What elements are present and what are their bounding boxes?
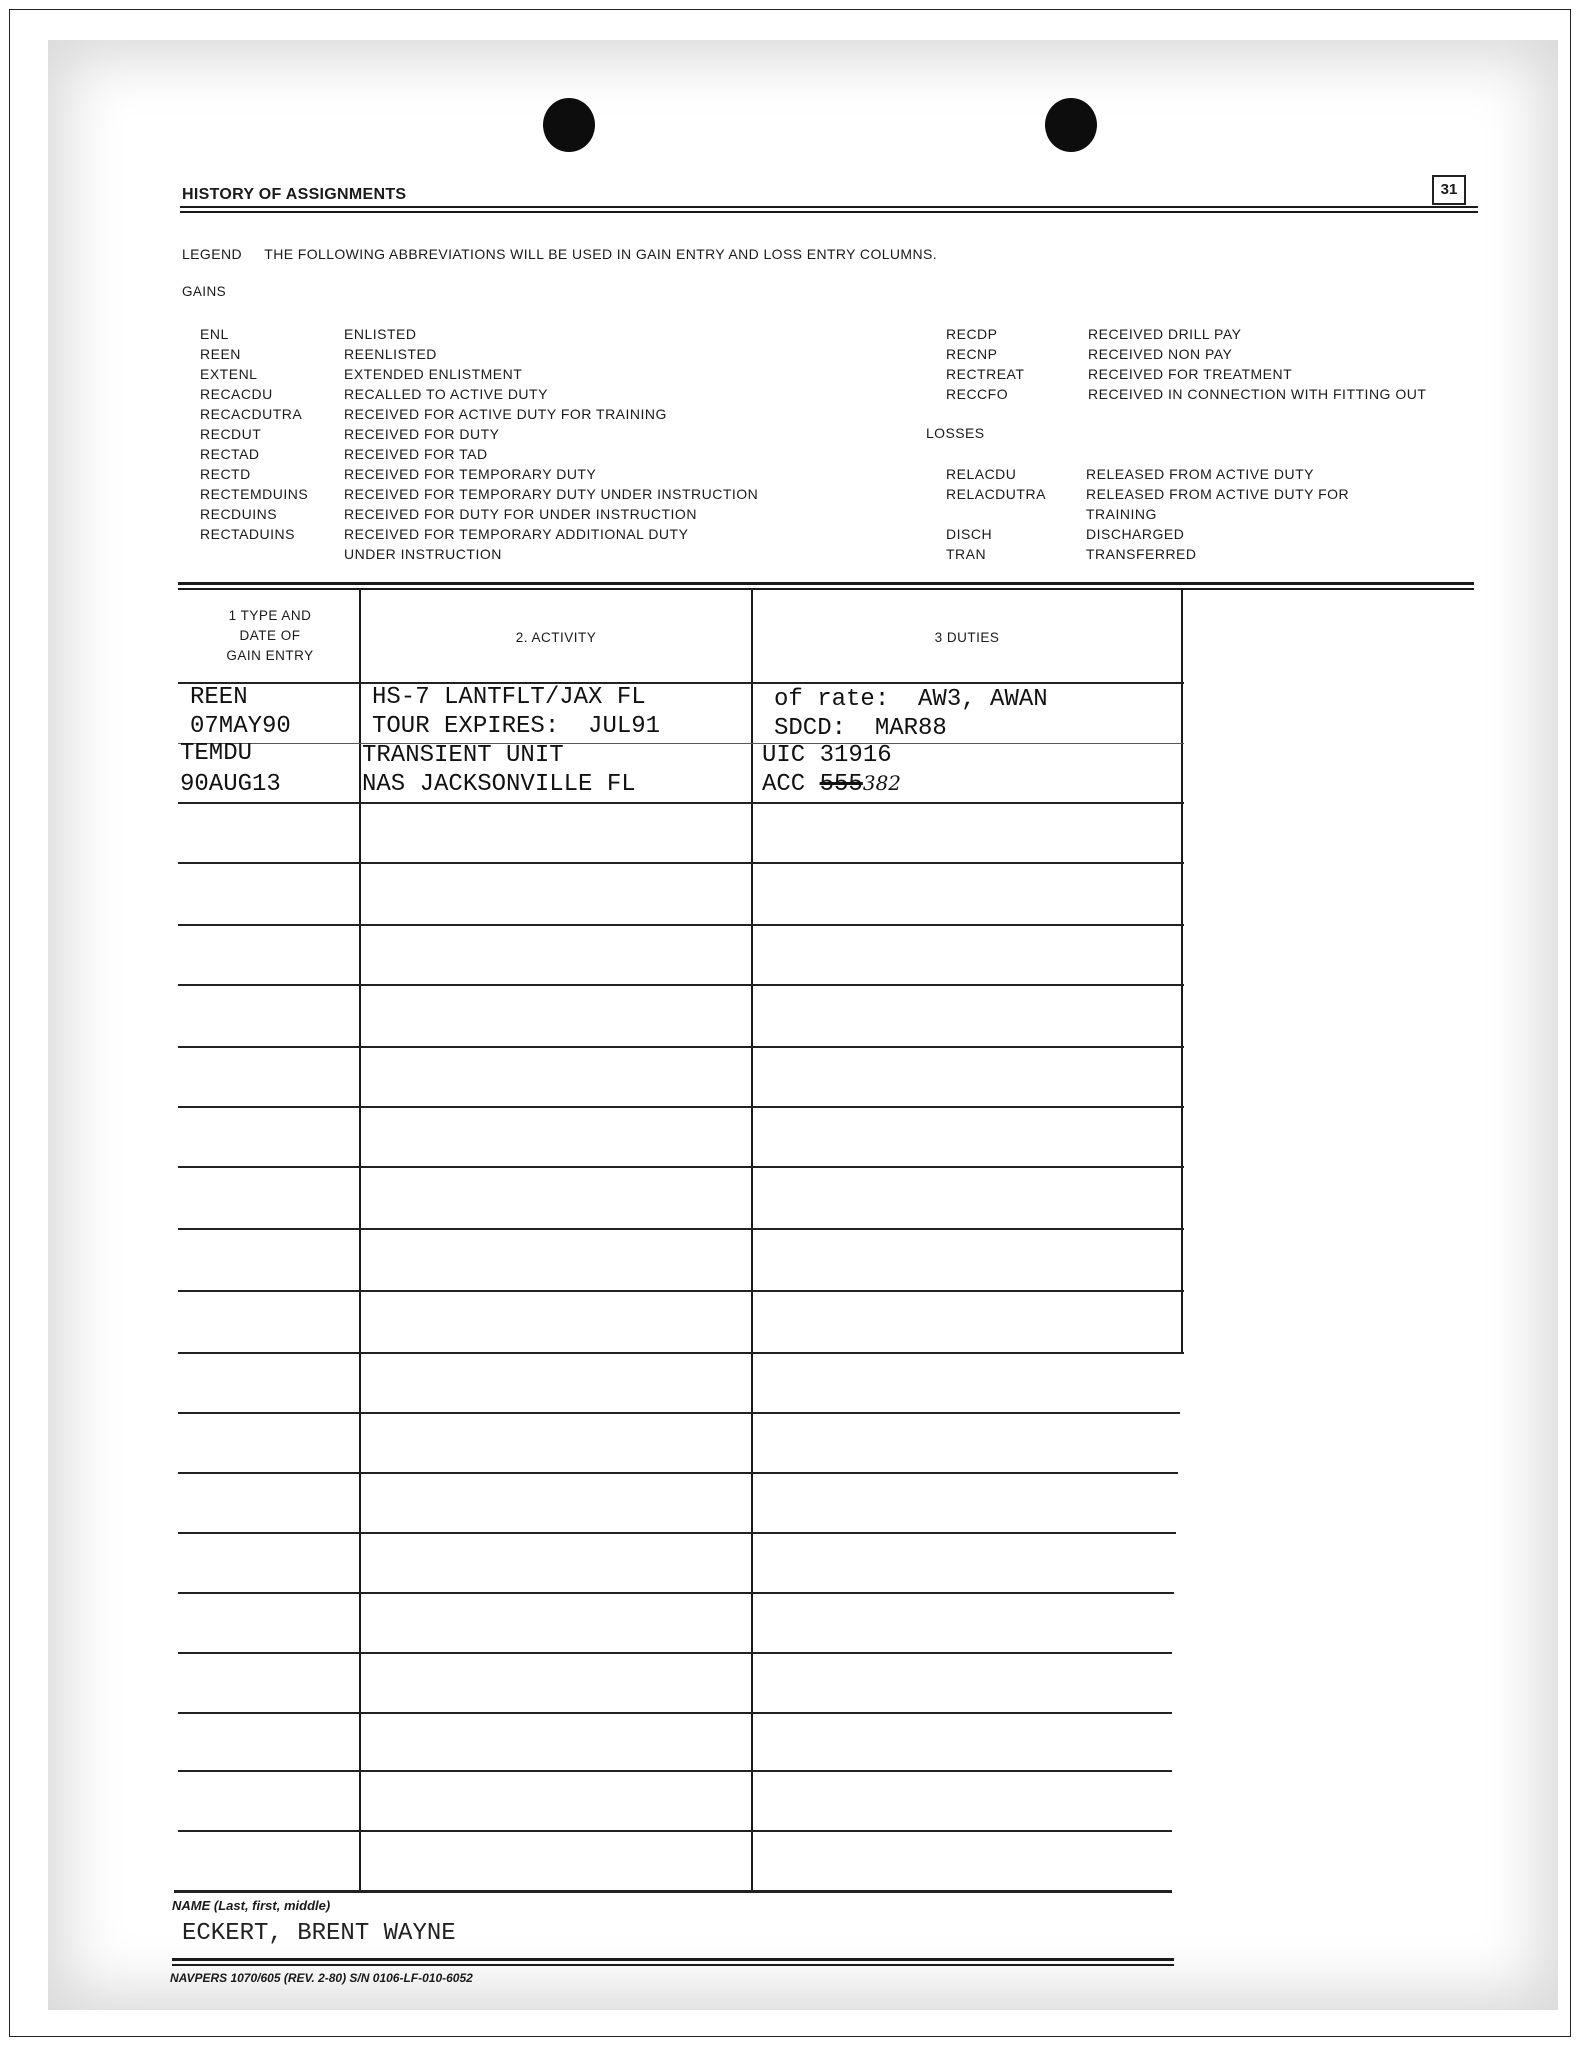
row-line bbox=[178, 1652, 1172, 1654]
legend-line bbox=[182, 246, 937, 262]
entry-2-date: 90AUG13 bbox=[180, 771, 281, 798]
entry-1-duties-line2: SDCD: MAR88 bbox=[774, 715, 947, 742]
column-header-activity: 2. ACTIVITY bbox=[515, 630, 597, 645]
entry-2-duties-line1: UIC 31916 bbox=[762, 742, 892, 769]
gain-code: REEN bbox=[200, 346, 241, 362]
losses-heading: LOSSES bbox=[926, 425, 985, 441]
row-line bbox=[178, 1830, 1172, 1832]
table-header-rule bbox=[178, 682, 1184, 684]
legend-text: THE FOLLOWING ABBREVIATIONS WILL BE USED IN GAIN ENTRY AND LOSS ENTRY COLUMNS. bbox=[264, 246, 938, 262]
losses-meanings bbox=[1086, 464, 1349, 564]
loss-code bbox=[946, 504, 1046, 524]
row-line bbox=[178, 1290, 1184, 1292]
legend-rule bbox=[178, 582, 1474, 585]
entry-1-activity-line2: TOUR EXPIRES: JUL91 bbox=[372, 713, 661, 740]
form-identifier: NAVPERS 1070/605 (REV. 2-80) S/N 0106-LF-010-6052 bbox=[170, 1971, 473, 1985]
entry-2-type: TEMDU bbox=[180, 740, 253, 767]
row-line bbox=[178, 1352, 1184, 1354]
column-divider-2 bbox=[751, 590, 753, 1890]
gain-code: ENL bbox=[200, 326, 229, 342]
row-line bbox=[178, 1770, 1172, 1772]
loss-code: RELACDU bbox=[946, 466, 1017, 482]
entry-divider-dashed bbox=[178, 743, 1184, 744]
loss-code: TRAN bbox=[946, 546, 987, 562]
punch-hole-right bbox=[1045, 98, 1097, 152]
gain-meaning: RECEIVED DRILL PAY bbox=[1088, 326, 1242, 342]
gain-code: RECDP bbox=[946, 326, 998, 342]
entry-1-activity-line1: HS-7 LANTFLT/JAX FL bbox=[372, 684, 646, 711]
gain-code: RECTREAT bbox=[946, 366, 1025, 382]
form-title: HISTORY OF ASSIGNMENTS bbox=[182, 186, 407, 203]
gain-code: RECTAD bbox=[200, 446, 260, 462]
gain-code: RECDUINS bbox=[200, 506, 278, 522]
row-line bbox=[178, 1228, 1184, 1230]
row-line bbox=[178, 1046, 1184, 1048]
footer-rule-2 bbox=[172, 1964, 1174, 1966]
row-line bbox=[178, 924, 1184, 926]
gains-heading: GAINS bbox=[182, 284, 227, 299]
gain-meaning: RECEIVED FOR DUTY bbox=[344, 426, 500, 442]
name-value: ECKERT, BRENT WAYNE bbox=[182, 1920, 456, 1947]
column-header-type-date: 1 TYPE AND DATE OF GAIN ENTRY bbox=[226, 608, 314, 663]
column-divider-1 bbox=[359, 590, 361, 1890]
entry-1-date: 07MAY90 bbox=[190, 713, 291, 740]
footer-rule bbox=[172, 1958, 1174, 1961]
row-line bbox=[178, 984, 1184, 986]
loss-code: RELACDUTRA bbox=[946, 486, 1046, 502]
gain-meaning: RECEIVED FOR ACTIVE DUTY FOR TRAINING bbox=[344, 406, 667, 422]
entry-2-activity-line1: TRANSIENT UNIT bbox=[362, 742, 564, 769]
gain-meaning: REENLISTED bbox=[344, 346, 437, 362]
loss-meaning: DISCHARGED bbox=[1086, 526, 1185, 542]
struck-value: 555 bbox=[819, 771, 863, 798]
gain-code: RECTADUINS bbox=[200, 526, 295, 542]
gain-code: RECNP bbox=[946, 346, 998, 362]
gain-code: RECTD bbox=[200, 466, 251, 482]
gain-code: RECTEMDUINS bbox=[200, 486, 309, 502]
gain-code: EXTENL bbox=[200, 366, 258, 382]
row-line bbox=[178, 1472, 1178, 1474]
table-bottom-rule bbox=[174, 1890, 1172, 1893]
loss-meaning: TRAINING bbox=[1086, 506, 1157, 522]
row-line bbox=[178, 802, 1184, 804]
entry-2-duties-line2: ACC 555382 bbox=[762, 771, 902, 798]
gains-meanings-left bbox=[344, 324, 758, 564]
losses-codes bbox=[946, 464, 1046, 564]
page-number: 31 bbox=[1432, 175, 1466, 205]
loss-meaning: TRANSFERRED bbox=[1086, 546, 1197, 562]
header-rule bbox=[180, 206, 1478, 208]
header-rule-2 bbox=[180, 211, 1478, 213]
column-header-duties: 3 DUTIES bbox=[934, 630, 1000, 645]
row-line bbox=[178, 1532, 1176, 1534]
row-line bbox=[178, 862, 1184, 864]
name-label: NAME (Last, first, middle) bbox=[172, 1898, 331, 1913]
gain-meaning: RECEIVED FOR TREATMENT bbox=[1088, 366, 1293, 382]
gain-meaning: RECEIVED FOR TEMPORARY ADDITIONAL DUTY bbox=[344, 526, 689, 542]
gain-code: RECACDU bbox=[200, 386, 273, 402]
gain-meaning: RECALLED TO ACTIVE DUTY bbox=[344, 386, 548, 402]
row-line bbox=[178, 1592, 1174, 1594]
gain-meaning: RECEIVED IN CONNECTION WITH FITTING OUT bbox=[1088, 386, 1427, 402]
gain-meaning: RECEIVED FOR DUTY FOR UNDER INSTRUCTION bbox=[344, 506, 697, 522]
gain-meaning: EXTENDED ENLISTMENT bbox=[344, 366, 523, 382]
row-line bbox=[178, 1712, 1172, 1714]
gain-meaning: UNDER INSTRUCTION bbox=[344, 546, 502, 562]
row-line bbox=[178, 1166, 1184, 1168]
punch-hole-left bbox=[543, 98, 595, 152]
entry-1-duties-line1: of rate: AW3, AWAN bbox=[774, 686, 1048, 713]
row-line bbox=[178, 1106, 1184, 1108]
gain-meaning: RECEIVED FOR TAD bbox=[344, 446, 488, 462]
entry-2-activity-line2: NAS JACKSONVILLE FL bbox=[362, 771, 636, 798]
gain-meaning: RECEIVED NON PAY bbox=[1088, 346, 1233, 362]
handwritten-value: 382 bbox=[862, 771, 902, 795]
gains-codes-left bbox=[200, 324, 308, 564]
legend-rule-2 bbox=[178, 588, 1474, 590]
row-line bbox=[178, 1412, 1180, 1414]
loss-meaning: RELEASED FROM ACTIVE DUTY FOR bbox=[1086, 486, 1350, 502]
gain-meaning: RECEIVED FOR TEMPORARY DUTY UNDER INSTRUCTION bbox=[344, 486, 759, 502]
gains-meanings-right bbox=[1088, 324, 1426, 404]
legend-label: LEGEND bbox=[182, 246, 242, 262]
gain-code: RECDUT bbox=[200, 426, 262, 442]
gain-meaning: RECEIVED FOR TEMPORARY DUTY bbox=[344, 466, 597, 482]
gains-codes-right bbox=[946, 324, 1024, 404]
gain-code bbox=[200, 544, 308, 564]
loss-meaning: RELEASED FROM ACTIVE DUTY bbox=[1086, 466, 1314, 482]
loss-code: DISCH bbox=[946, 526, 993, 542]
gain-code: RECCFO bbox=[946, 386, 1009, 402]
column-divider-3 bbox=[1181, 590, 1183, 1354]
entry-1-type: REEN bbox=[190, 684, 248, 711]
gain-meaning: ENLISTED bbox=[344, 326, 417, 342]
gain-code: RECACDUTRA bbox=[200, 406, 303, 422]
